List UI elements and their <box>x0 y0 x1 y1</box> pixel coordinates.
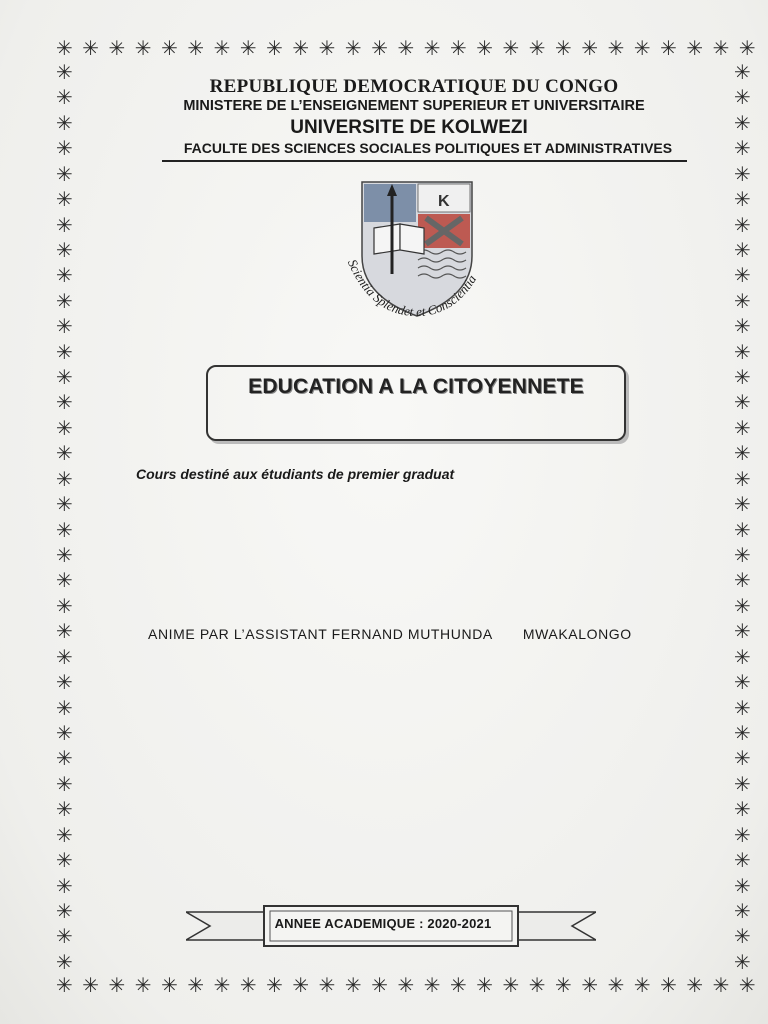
asterisk-star-icon: ✳ <box>56 339 73 364</box>
asterisk-star-icon: ✳ <box>581 973 599 997</box>
asterisk-star-icon: ✳ <box>56 466 73 491</box>
asterisk-star-icon: ✳ <box>734 568 751 593</box>
asterisk-star-icon: ✳ <box>56 543 73 568</box>
asterisk-star-icon: ✳ <box>56 771 73 796</box>
asterisk-star-icon: ✳ <box>734 593 751 618</box>
asterisk-star-icon: ✳ <box>734 161 751 186</box>
asterisk-star-icon: ✳ <box>528 973 546 997</box>
asterisk-star-icon: ✳ <box>734 619 751 644</box>
asterisk-star-icon: ✳ <box>734 110 751 135</box>
asterisk-star-icon: ✳ <box>397 36 415 60</box>
ministry-heading: MINISTERE DE L’ENSEIGNEMENT SUPERIEUR ET UNIVERSITAIRE <box>183 98 645 114</box>
asterisk-star-icon: ✳ <box>161 973 178 997</box>
asterisk-star-icon: ✳ <box>161 36 178 60</box>
asterisk-star-icon: ✳ <box>734 720 751 745</box>
asterisk-star-icon: ✳ <box>607 36 625 60</box>
asterisk-star-icon: ✳ <box>734 873 751 898</box>
asterisk-star-icon: ✳ <box>734 314 751 339</box>
asterisk-star-icon: ✳ <box>734 415 751 440</box>
asterisk-star-icon: ✳ <box>56 695 73 720</box>
asterisk-star-icon: ✳ <box>56 644 73 669</box>
asterisk-star-icon: ✳ <box>734 263 751 288</box>
asterisk-star-icon: ✳ <box>734 288 751 313</box>
asterisk-star-icon: ✳ <box>686 973 704 997</box>
asterisk-star-icon: ✳ <box>734 60 751 84</box>
asterisk-star-icon: ✳ <box>108 36 126 60</box>
asterisk-star-icon: ✳ <box>734 543 751 568</box>
asterisk-star-icon: ✳ <box>318 36 336 60</box>
asterisk-star-icon: ✳ <box>734 695 751 720</box>
asterisk-star-icon: ✳ <box>734 212 751 237</box>
asterisk-star-icon: ✳ <box>318 973 336 997</box>
asterisk-star-icon: ✳ <box>56 161 73 186</box>
asterisk-star-icon: ✳ <box>449 973 467 997</box>
asterisk-star-icon: ✳ <box>56 492 73 517</box>
asterisk-star-icon: ✳ <box>734 949 751 974</box>
header-rule <box>162 160 687 162</box>
asterisk-star-icon: ✳ <box>734 390 751 415</box>
asterisk-star-icon: ✳ <box>266 973 283 997</box>
asterisk-star-icon: ✳ <box>56 949 73 974</box>
asterisk-star-icon: ✳ <box>56 136 73 161</box>
asterisk-star-icon: ✳ <box>734 771 751 796</box>
decorative-border-top <box>56 38 756 58</box>
asterisk-star-icon: ✳ <box>738 36 756 60</box>
asterisk-star-icon: ✳ <box>734 746 751 771</box>
asterisk-star-icon: ✳ <box>734 670 751 695</box>
university-heading: UNIVERSITE DE KOLWEZI <box>290 117 528 138</box>
asterisk-star-icon: ✳ <box>633 973 651 997</box>
asterisk-star-icon: ✳ <box>734 898 751 923</box>
asterisk-star-icon: ✳ <box>292 973 310 997</box>
asterisk-star-icon: ✳ <box>213 973 231 997</box>
decorative-border-right <box>734 62 751 972</box>
asterisk-star-icon: ✳ <box>266 36 283 60</box>
asterisk-star-icon: ✳ <box>581 36 599 60</box>
asterisk-star-icon: ✳ <box>712 973 730 997</box>
asterisk-star-icon: ✳ <box>56 619 73 644</box>
asterisk-star-icon: ✳ <box>633 36 651 60</box>
asterisk-star-icon: ✳ <box>734 237 751 262</box>
asterisk-star-icon: ✳ <box>56 797 73 822</box>
asterisk-star-icon: ✳ <box>56 670 73 695</box>
asterisk-star-icon: ✳ <box>56 85 73 110</box>
asterisk-star-icon: ✳ <box>734 466 751 491</box>
asterisk-star-icon: ✳ <box>660 973 677 997</box>
asterisk-star-icon: ✳ <box>734 136 751 161</box>
asterisk-star-icon: ✳ <box>476 973 494 997</box>
asterisk-star-icon: ✳ <box>734 187 751 212</box>
asterisk-star-icon: ✳ <box>734 797 751 822</box>
university-crest-icon <box>340 178 500 328</box>
asterisk-star-icon: ✳ <box>56 848 73 873</box>
asterisk-star-icon: ✳ <box>56 60 73 84</box>
asterisk-star-icon: ✳ <box>686 36 704 60</box>
asterisk-star-icon: ✳ <box>660 36 677 60</box>
decorative-border-left <box>56 62 73 972</box>
asterisk-star-icon: ✳ <box>423 36 441 60</box>
asterisk-star-icon: ✳ <box>56 415 73 440</box>
asterisk-star-icon: ✳ <box>476 36 494 60</box>
asterisk-star-icon: ✳ <box>56 187 73 212</box>
academic-year: ANNEE ACADEMIQUE : 2020-2021 <box>274 916 492 931</box>
faculty-heading: FACULTE DES SCIENCES SOCIALES POLITIQUES ET ADMINISTRATIVES <box>183 140 673 156</box>
crest-motto: Scientia Splendet et Conscientia <box>344 256 480 320</box>
asterisk-star-icon: ✳ <box>738 973 756 997</box>
asterisk-star-icon: ✳ <box>734 441 751 466</box>
asterisk-star-icon: ✳ <box>239 36 257 60</box>
asterisk-star-icon: ✳ <box>734 848 751 873</box>
asterisk-star-icon: ✳ <box>607 973 625 997</box>
asterisk-star-icon: ✳ <box>187 973 205 997</box>
asterisk-star-icon: ✳ <box>56 365 73 390</box>
author-surname: MWAKALONGO <box>522 626 632 642</box>
asterisk-star-icon: ✳ <box>734 365 751 390</box>
asterisk-star-icon: ✳ <box>449 36 467 60</box>
asterisk-star-icon: ✳ <box>292 36 310 60</box>
asterisk-star-icon: ✳ <box>734 492 751 517</box>
asterisk-star-icon: ✳ <box>56 593 73 618</box>
asterisk-star-icon: ✳ <box>134 36 152 60</box>
asterisk-star-icon: ✳ <box>423 973 441 997</box>
asterisk-star-icon: ✳ <box>371 36 388 60</box>
asterisk-star-icon: ✳ <box>344 36 362 60</box>
asterisk-star-icon: ✳ <box>734 822 751 847</box>
asterisk-star-icon: ✳ <box>502 36 520 60</box>
asterisk-star-icon: ✳ <box>56 237 73 262</box>
asterisk-star-icon: ✳ <box>56 314 73 339</box>
asterisk-star-icon: ✳ <box>108 973 126 997</box>
asterisk-star-icon: ✳ <box>734 924 751 949</box>
asterisk-star-icon: ✳ <box>134 973 152 997</box>
asterisk-star-icon: ✳ <box>555 36 572 60</box>
country-heading: REPUBLIQUE DEMOCRATIQUE DU CONGO <box>209 76 619 97</box>
asterisk-star-icon: ✳ <box>528 36 546 60</box>
asterisk-star-icon: ✳ <box>56 390 73 415</box>
asterisk-star-icon: ✳ <box>187 36 205 60</box>
asterisk-star-icon: ✳ <box>56 898 73 923</box>
asterisk-star-icon: ✳ <box>56 746 73 771</box>
asterisk-star-icon: ✳ <box>555 973 572 997</box>
course-subtitle: Cours destiné aux étudiants de premier graduat <box>136 466 455 482</box>
asterisk-star-icon: ✳ <box>371 973 388 997</box>
asterisk-star-icon: ✳ <box>734 644 751 669</box>
asterisk-star-icon: ✳ <box>56 288 73 313</box>
asterisk-star-icon: ✳ <box>82 973 100 997</box>
author-name: ANIME PAR L’ASSISTANT FERNAND MUTHUNDA <box>148 626 493 642</box>
asterisk-star-icon: ✳ <box>734 85 751 110</box>
asterisk-star-icon: ✳ <box>56 973 73 997</box>
asterisk-star-icon: ✳ <box>344 973 362 997</box>
decorative-border-bottom <box>56 975 756 995</box>
asterisk-star-icon: ✳ <box>56 110 73 135</box>
crest-letter: K <box>438 193 450 210</box>
course-title: EDUCATION A LA CITOYENNETE <box>248 375 584 398</box>
asterisk-star-icon: ✳ <box>397 973 415 997</box>
asterisk-star-icon: ✳ <box>82 36 100 60</box>
asterisk-star-icon: ✳ <box>734 339 751 364</box>
asterisk-star-icon: ✳ <box>56 36 73 60</box>
asterisk-star-icon: ✳ <box>56 720 73 745</box>
asterisk-star-icon: ✳ <box>734 517 751 542</box>
asterisk-star-icon: ✳ <box>56 517 73 542</box>
author-line <box>148 626 632 642</box>
asterisk-star-icon: ✳ <box>56 822 73 847</box>
asterisk-star-icon: ✳ <box>56 441 73 466</box>
asterisk-star-icon: ✳ <box>56 568 73 593</box>
asterisk-star-icon: ✳ <box>56 924 73 949</box>
asterisk-star-icon: ✳ <box>712 36 730 60</box>
asterisk-star-icon: ✳ <box>213 36 231 60</box>
asterisk-star-icon: ✳ <box>239 973 257 997</box>
asterisk-star-icon: ✳ <box>502 973 520 997</box>
asterisk-star-icon: ✳ <box>56 263 73 288</box>
asterisk-star-icon: ✳ <box>56 873 73 898</box>
asterisk-star-icon: ✳ <box>56 212 73 237</box>
